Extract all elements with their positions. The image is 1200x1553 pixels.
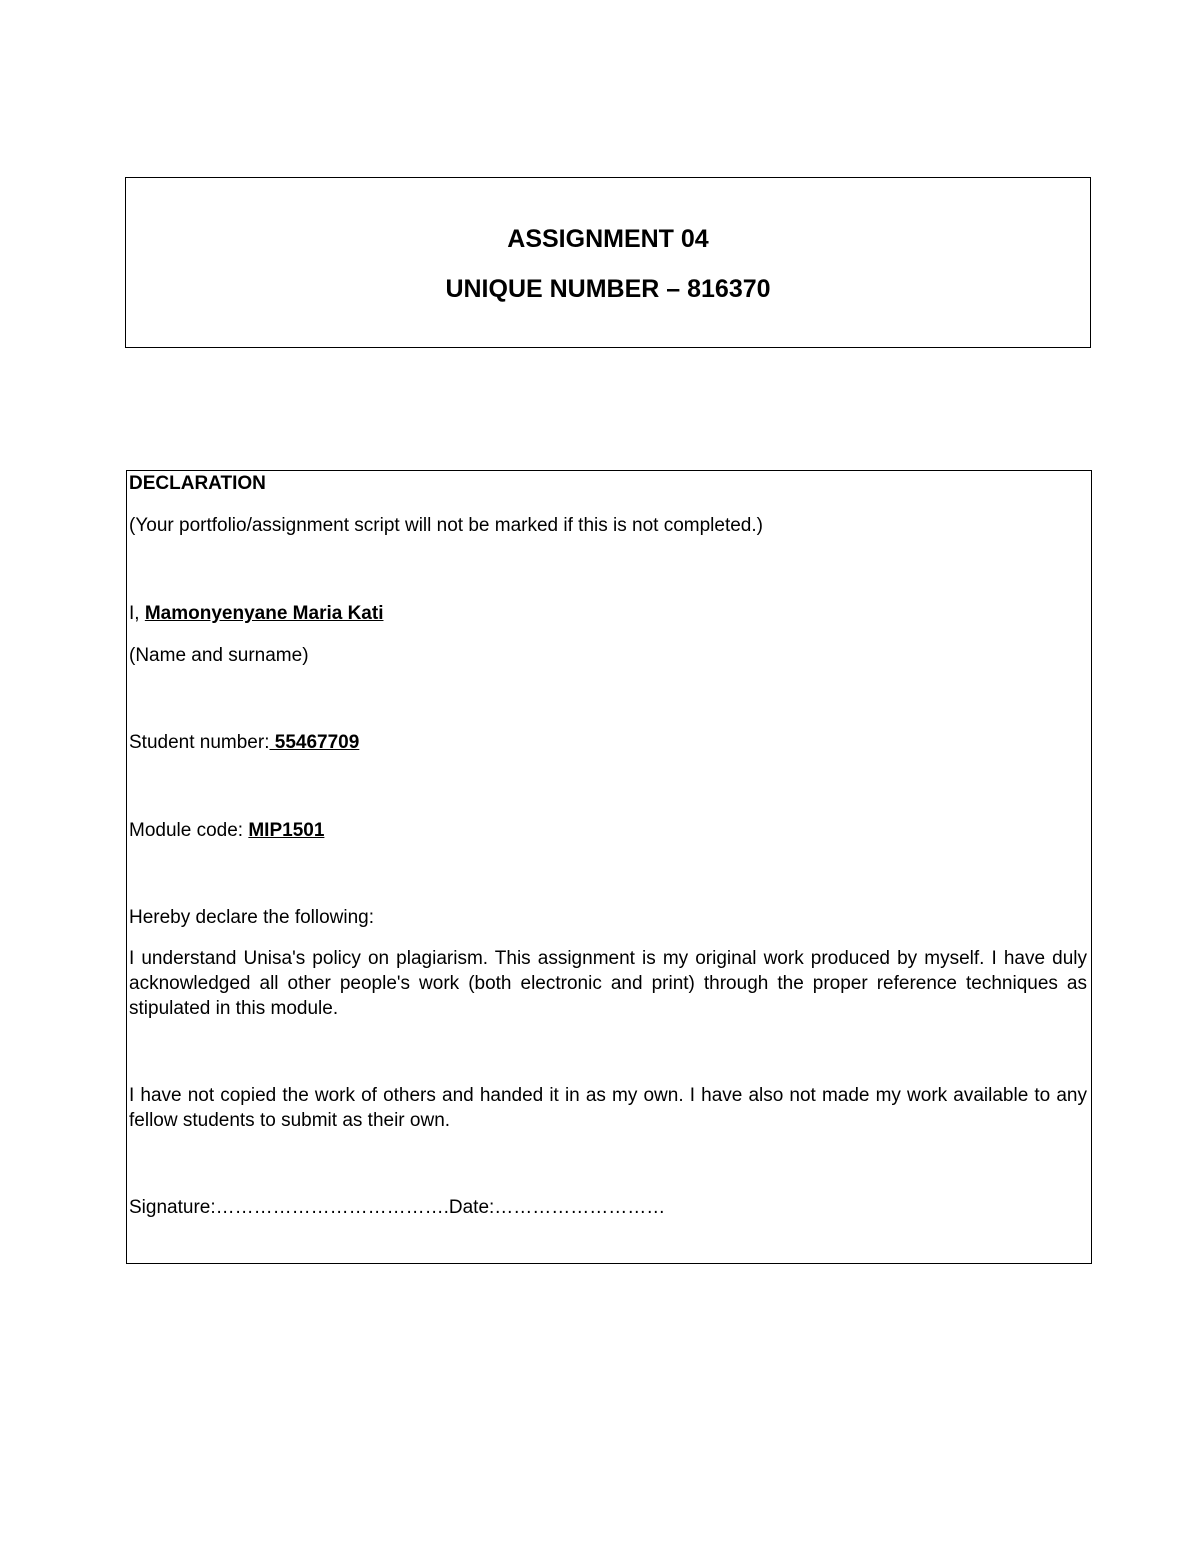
module-code-label: Module code: (129, 820, 249, 841)
student-number-label: Student number: (129, 732, 270, 753)
statement-not-copied: I have not copied the work of others and handed it in as my own. I have also not made my work available to any fellow students to submit as their own. (129, 1085, 1087, 1131)
student-name: Mamonyenyane Maria Kati (144, 603, 384, 624)
name-line (129, 601, 383, 626)
assignment-title: ASSIGNMENT 04 (507, 225, 709, 253)
student-number-value: 55467709 (269, 732, 360, 753)
module-code-value: MIP1501 (248, 820, 325, 841)
declaration-heading: DECLARATION (129, 473, 266, 494)
hereby-declare: Hereby declare the following: (129, 907, 375, 928)
name-caption: (Name and surname) (129, 645, 309, 666)
student-number-line (129, 730, 359, 755)
assignment-title-box (125, 177, 1091, 348)
declaration-box (126, 470, 1092, 1264)
statement-plagiarism: I understand Unisa's policy on plagiarism. This assignment is my original work produced by myself. I have duly acknowledged all other people's work (both electronic and print) through the proper reference techniques as stipulated in this module. (129, 948, 1087, 1019)
signature-date-line: Signature:……………………………….Date:……………………… (129, 1197, 666, 1218)
declaration-notice: (Your portfolio/assignment script will not be marked if this is not completed.) (129, 515, 763, 536)
name-prefix: I, (129, 603, 145, 624)
module-code-line (129, 818, 324, 843)
unique-number: UNIQUE NUMBER – 816370 (445, 275, 771, 303)
